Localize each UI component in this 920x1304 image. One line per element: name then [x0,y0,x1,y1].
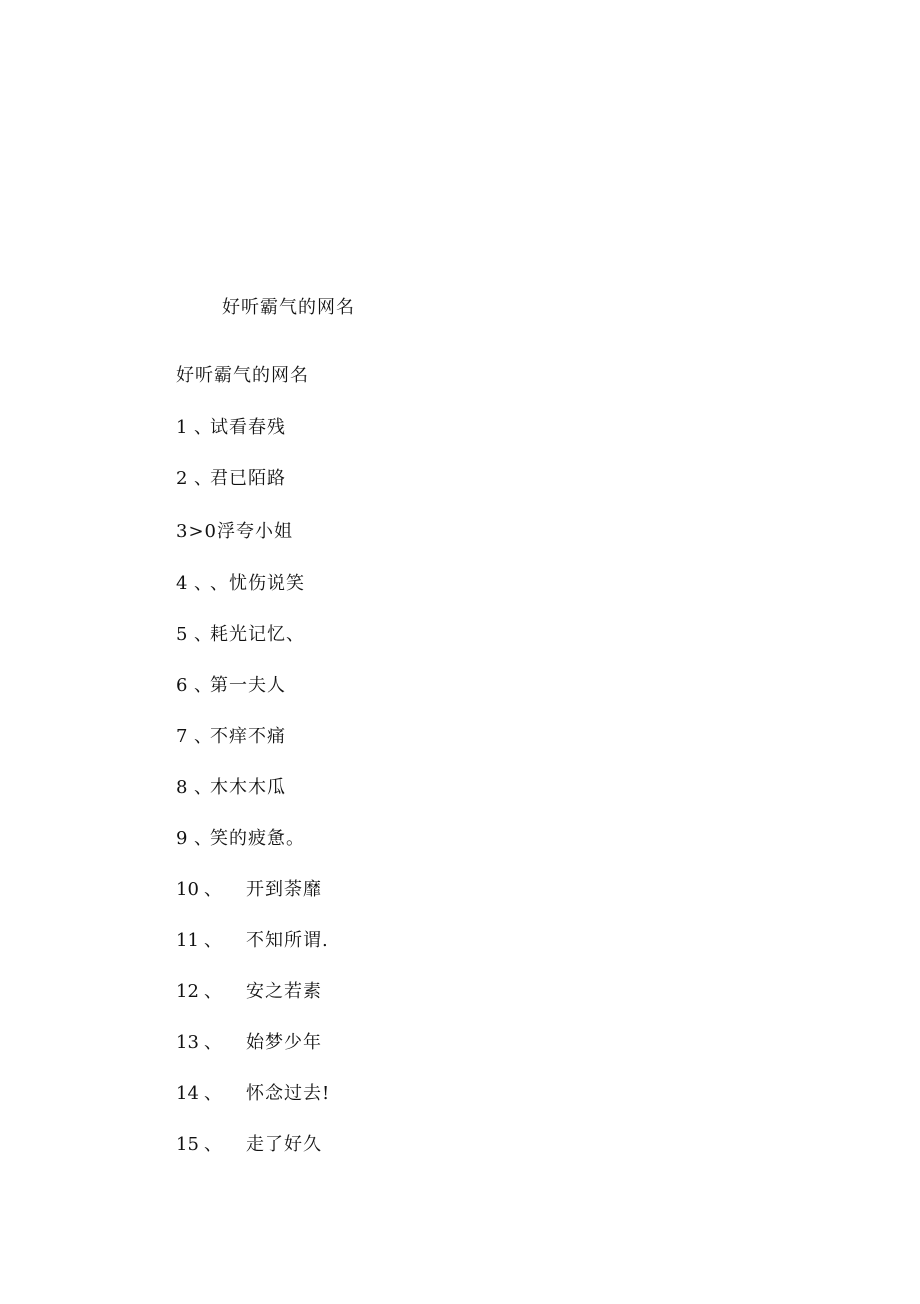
list-item [176,520,293,546]
list-item-name: 开到荼靡 [246,879,322,900]
list-item-name: 3>0浮夸小姐 [176,521,293,542]
list-item-number: 5 [176,624,188,645]
list-item-name: 耗光记忆、 [210,624,305,645]
list-item-number: 7 [176,726,188,747]
list-item-number: 4 [176,573,188,594]
list-item-name: 始梦少年 [246,1032,322,1053]
list-item-separator: 、 [194,468,212,489]
list-item-number: 13 [176,1032,199,1053]
list-item-separator: 、 [194,726,212,747]
list-item [176,776,286,802]
list-item [176,572,305,598]
list-item-separator: 、 [194,624,212,645]
list-item-number: 6 [176,675,188,696]
list-item-number: 8 [176,777,188,798]
list-item-separator: 、 [204,1134,222,1155]
list-item-separator: 、 [204,879,222,900]
list-item-number: 12 [176,981,199,1002]
list-item [176,725,286,751]
list-item-name: 安之若素 [246,981,322,1002]
list-item [176,1031,322,1057]
list-item-number: 11 [176,930,199,951]
list-item-name: 笑的疲惫。 [210,828,305,849]
list-item-separator: 、 [194,828,212,849]
list-item [176,674,286,700]
list-item-number: 2 [176,468,188,489]
list-item [176,467,286,493]
list-item-number: 9 [176,828,188,849]
list-item-name: 试看春残 [210,417,286,438]
list-item-name: 木木木瓜 [210,777,286,798]
list-item [176,827,305,853]
list-item-separator: 、 [204,1083,222,1104]
list-item-name: 君已陌路 [210,468,286,489]
list-item [176,1133,322,1159]
list-item [176,416,286,442]
list-item [176,1082,330,1108]
list-item-number: 14 [176,1083,199,1104]
list-item [176,980,322,1006]
list-item-separator: 、 [194,417,212,438]
list-item-number: 10 [176,879,199,900]
list-item-separator: 、 [194,675,212,696]
document-title: 好听霸气的网名 [222,297,355,318]
list-item-name: 怀念过去! [246,1083,331,1104]
list-item-name: 不知所谓. [246,930,329,951]
list-item-separator: 、 [194,777,212,798]
list-item-name: 第一夫人 [210,675,286,696]
list-item-separator: 、 [204,981,222,1002]
list-item-separator: 、 [204,930,222,951]
list-item-name: 走了好久 [246,1134,322,1155]
list-item [176,623,305,649]
list-item-separator: 、 [194,573,212,594]
list-item-name: 、忧伤说笑 [210,573,305,594]
list-item-number: 1 [176,417,188,438]
list-item [176,929,329,955]
section-heading: 好听霸气的网名 [176,365,309,386]
list-item [176,878,322,904]
list-item-number: 15 [176,1134,199,1155]
list-item-name: 不痒不痛 [210,726,286,747]
list-item-separator: 、 [204,1032,222,1053]
